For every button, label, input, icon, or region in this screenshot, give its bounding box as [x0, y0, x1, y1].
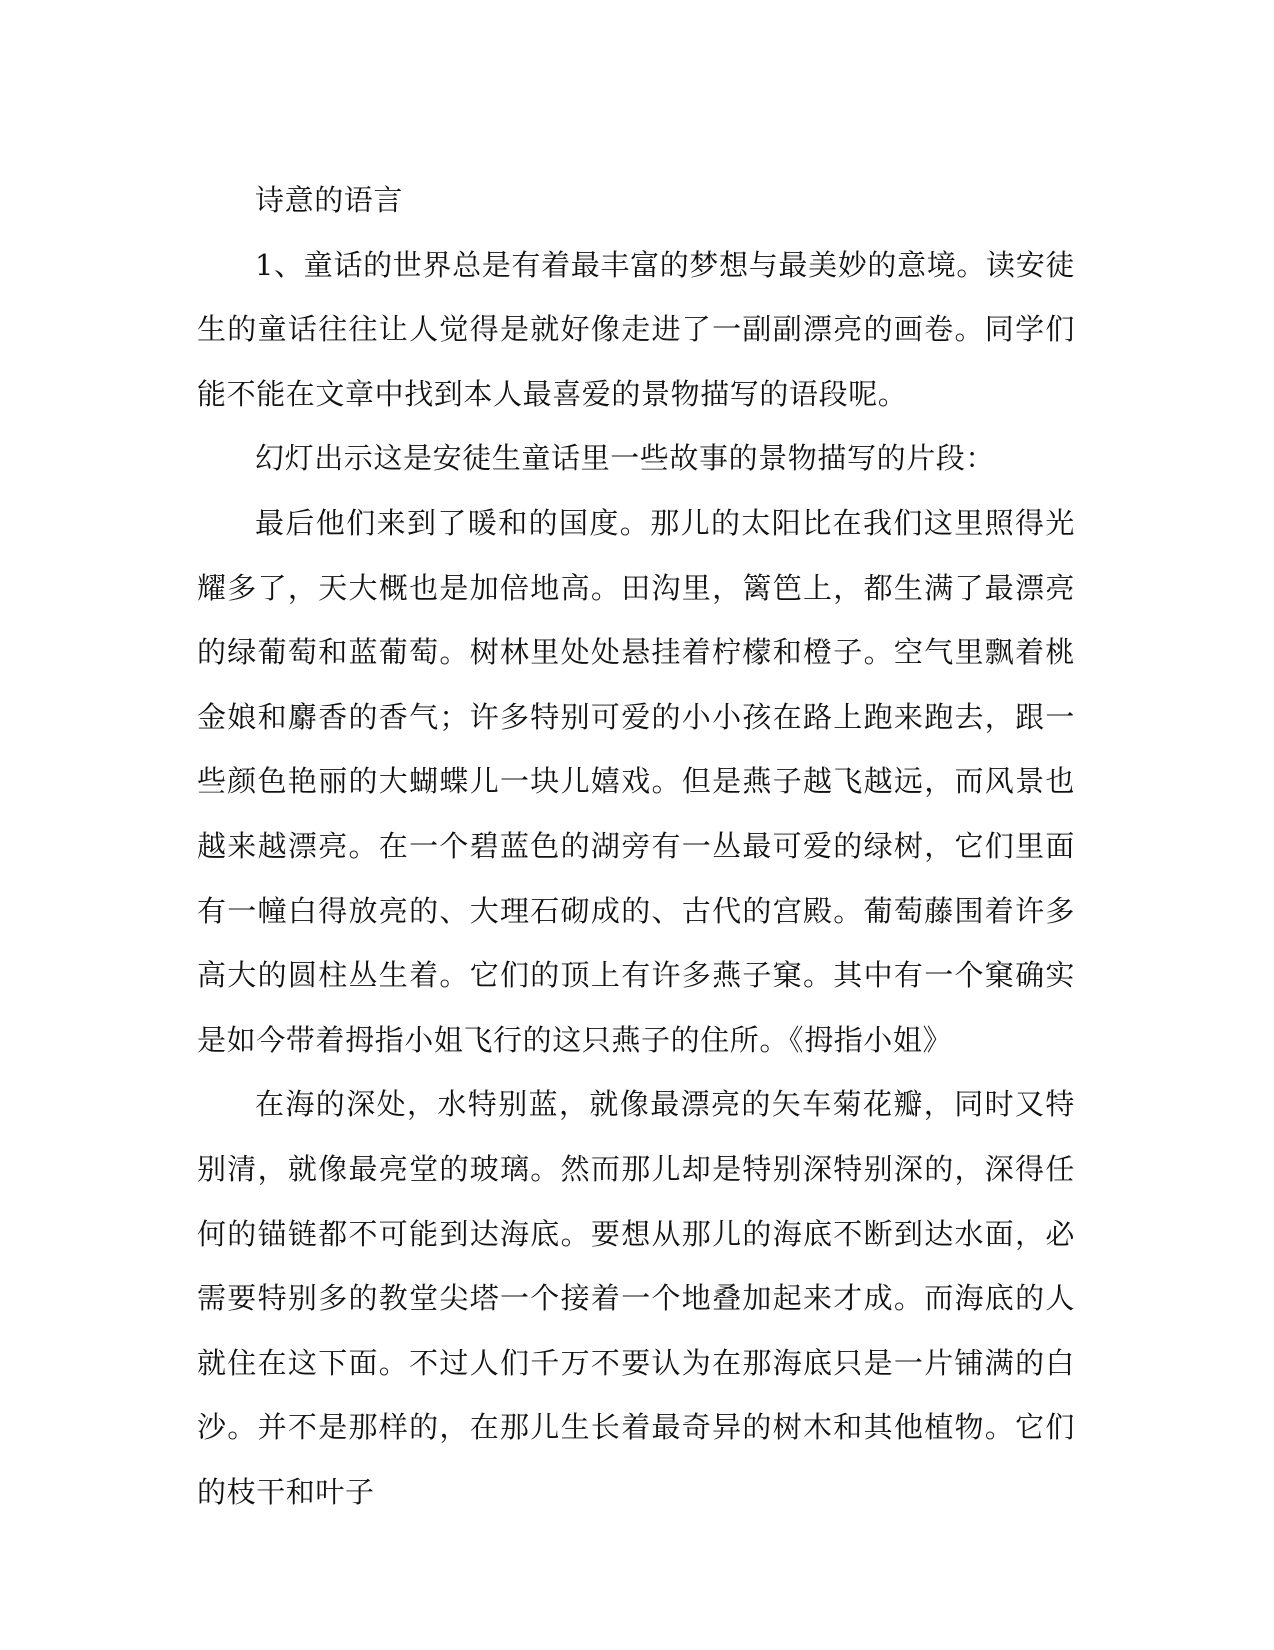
paragraph-thumbelina-excerpt: 最后他们来到了暖和的国度。那儿的太阳比在我们这里照得光耀多了，天大概也是加倍地高。田沟里，篱笆上，都生满了最漂亮的绿葡萄和蓝葡萄。树林里处处悬挂着柠檬和橙子。空气里飘着桃金娘和麝香的香气；许多特别可爱的小小孩在路上跑来跑去，跟一些颜色艳丽的大蝴蝶儿一块儿嬉戏。但是燕子越飞越远，而风景也越来越漂亮。在一个碧蓝色的湖旁有一丛最可爱的绿树，它们里面有一幢白得放亮的、大理石砌成的、古代的宫殿。葡萄藤围着许多高大的圆柱丛生着。它们的顶上有许多燕子窠。其中有一个窠确实是如今带着拇指小姐飞行的这只燕子的住所。《拇指小姐》: [197, 505, 1075, 1057]
document-body: [197, 168, 1075, 1524]
paragraph-slide-note: 幻灯出示这是安徒生童话里一些故事的景物描写的片段：: [255, 441, 996, 476]
paragraph-little-mermaid-excerpt: 在海的深处，水特别蓝，就像最漂亮的矢车菊花瓣，同时又特别清，就像最亮堂的玻璃。然而那儿却是特别深特别深的，深得任何的锚链都不可能到达海底。要想从那儿的海底不断到达水面，必需要特别多的教堂尖塔一个接着一个地叠加起来才成。而海底的人就住在这下面。不过人们千万不要认为在那海底只是一片铺满的白沙。并不是那样的，在那儿生长着最奇异的树木和其他植物。它们的枝干和叶子: [197, 1087, 1075, 1509]
section-heading: 诗意的语言: [255, 183, 404, 217]
paragraph-intro: 1、童话的世界总是有着最丰富的梦想与最美妙的意境。读安徒生的童话往往让人觉得是就好像走进了一副副漂亮的画卷。同学们能不能在文章中找到本人最喜爱的景物描写的语段呢。: [197, 247, 1075, 411]
